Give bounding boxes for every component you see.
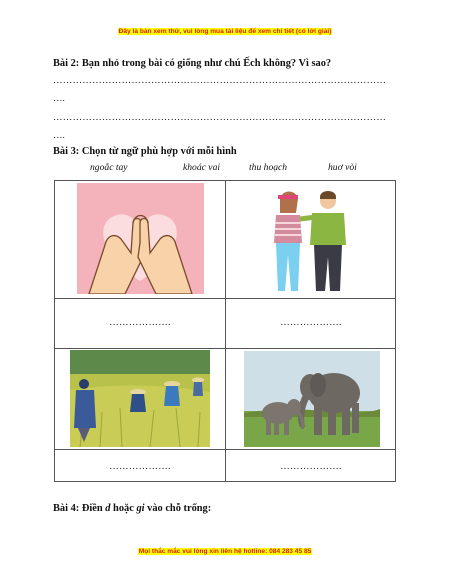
word-option: huơ vòi — [328, 162, 357, 173]
answer-line-continuation: …. — [53, 131, 65, 141]
pinky-promise-image — [77, 183, 204, 294]
couple-image — [248, 183, 376, 294]
answer-blank[interactable]: ………………. — [109, 462, 171, 472]
word-option: khoác vai — [183, 162, 221, 173]
picture-table — [54, 180, 396, 482]
exercise-4-title: Bài 4: Điền d hoặc gi vào chỗ trống: — [53, 503, 212, 514]
elephants-image — [244, 351, 380, 447]
preview-banner: Đây là bản xem thử, vui lòng mua tài liệu để xem chi tiết (có lời giải) — [118, 28, 332, 35]
exercise-2-title: Bài 2: Bạn nhỏ trong bài có giống như chú Ếch không? Vì sao? — [53, 58, 332, 69]
answer-blank[interactable]: ………………. — [280, 318, 342, 328]
word-option: thu hoạch — [249, 162, 288, 173]
hotline-banner: Mọi thắc mắc vui lòng xin liên hệ hotline: 084 283 45 85 — [138, 548, 312, 555]
answer-blank[interactable]: ………………. — [280, 462, 342, 472]
word-option: ngoắc tay — [90, 162, 128, 173]
answer-blank[interactable]: ………………. — [109, 318, 171, 328]
answer-line: ………………………………………………………………………………………… — [53, 76, 387, 86]
answer-line: ………………………………………………………………………………………… — [53, 113, 387, 123]
rice-harvest-image — [70, 350, 210, 447]
exercise-3-title: Bài 3: Chọn từ ngữ phù hợp với mỗi hình — [53, 146, 237, 157]
word-bank — [53, 162, 398, 176]
answer-line-continuation: …. — [53, 94, 65, 104]
